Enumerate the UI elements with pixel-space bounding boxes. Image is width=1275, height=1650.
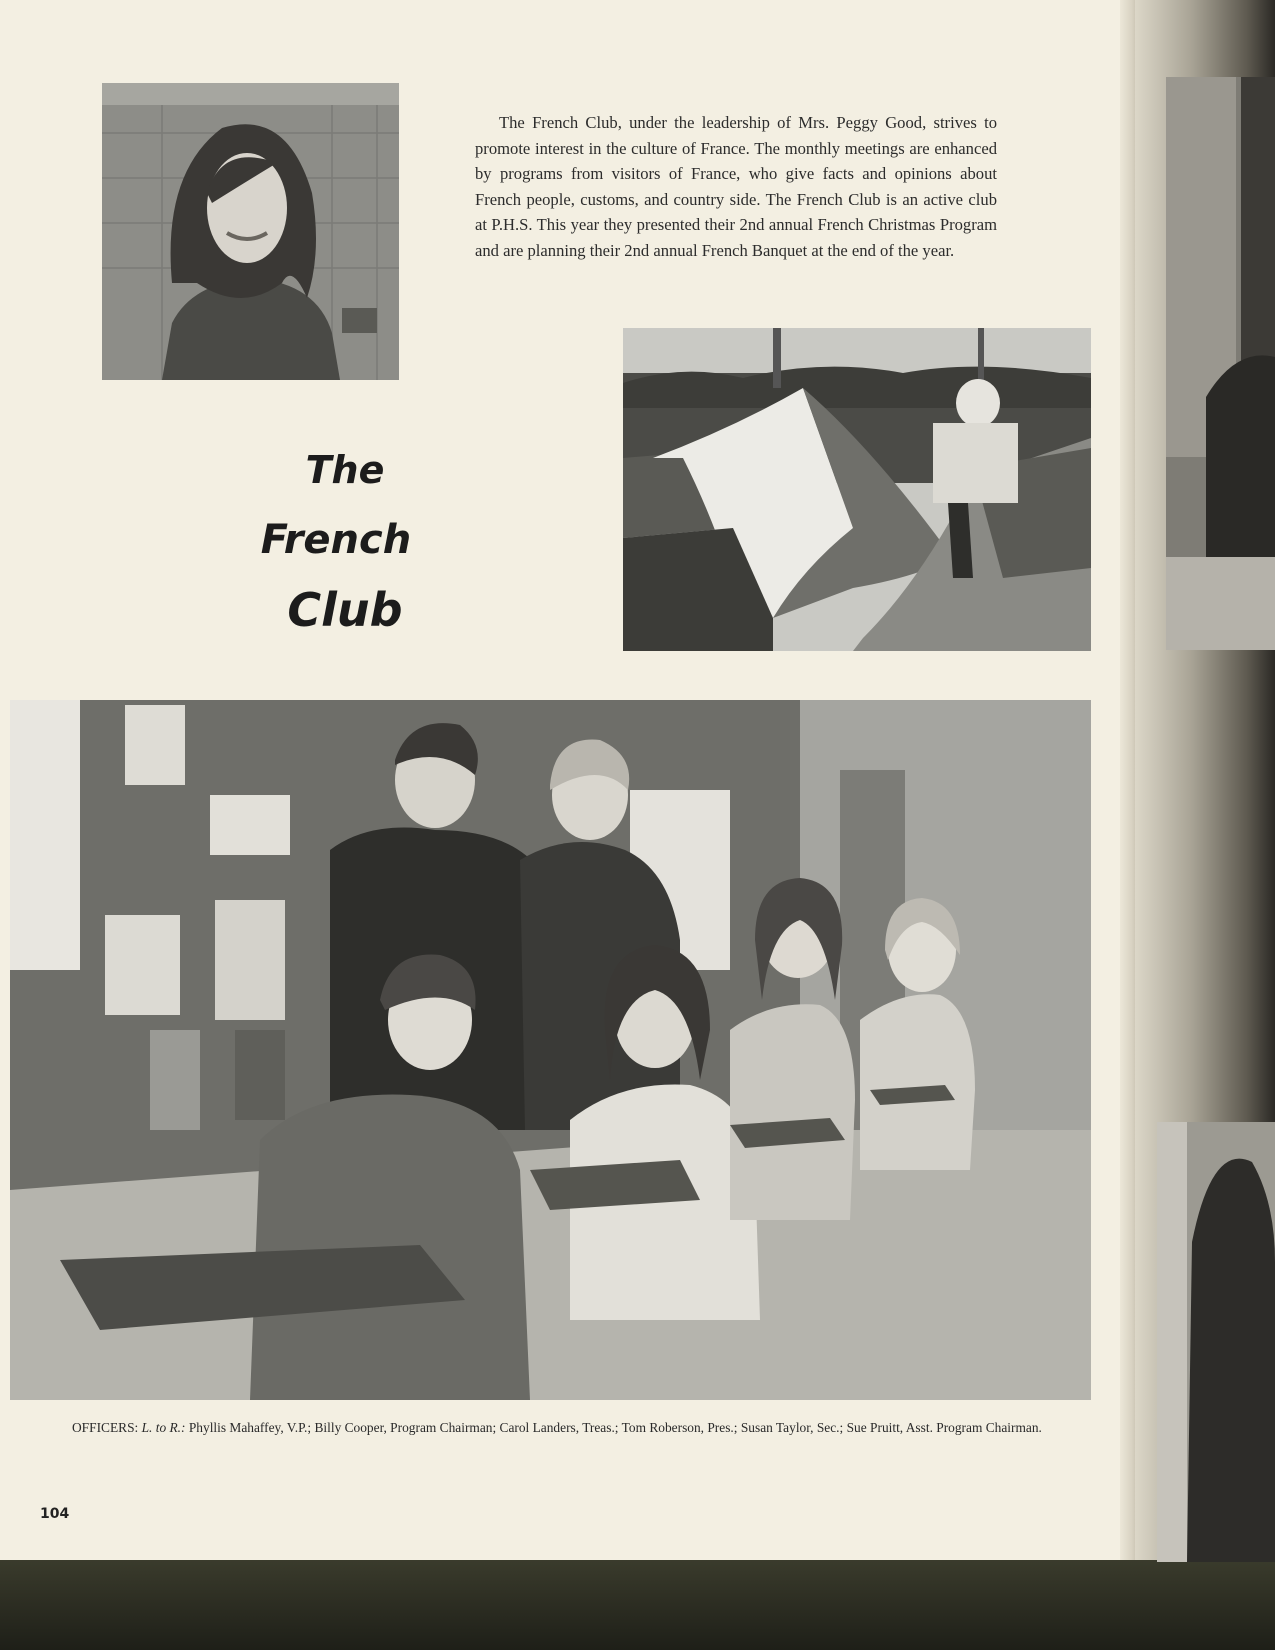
teacher-portrait-photo: [102, 83, 399, 380]
title-line-the: The: [305, 448, 385, 492]
flag-parade-photo: [623, 328, 1091, 651]
page-number: 104: [40, 1506, 70, 1522]
book-edge: [0, 1560, 1275, 1650]
caption-names: Phyllis Mahaffey, V.P.; Billy Cooper, Program Chairman; Carol Landers, Treas.; Tom Roberson, Pres.; Susan Taylor, Sec.; Sue Pruitt, Asst. Program Chairman.: [188, 1420, 1042, 1435]
title-line-french: French: [260, 517, 412, 563]
officers-caption: [72, 1418, 1072, 1438]
club-description: The French Club, under the leadership of Mrs. Peggy Good, strives to promote interest in the culture of France. The monthly meetings are enhanced by programs from visitors of France, who give facts and opinions about French people, customs, and country side. The French Club is an active club at P.H.S. This year they presented their 2nd annual French Christmas Program and are planning their 2nd annual French Banquet at the end of the year.: [475, 113, 997, 260]
caption-order: L. to R.:: [141, 1420, 186, 1435]
adjacent-page-photo-top: [1166, 77, 1275, 650]
title-line-club: Club: [287, 583, 403, 637]
adjacent-page-photo-bottom: [1157, 1122, 1275, 1562]
club-title: [260, 435, 430, 645]
caption-lead: OFFICERS:: [72, 1420, 139, 1435]
officers-group-photo: [10, 700, 1091, 1400]
